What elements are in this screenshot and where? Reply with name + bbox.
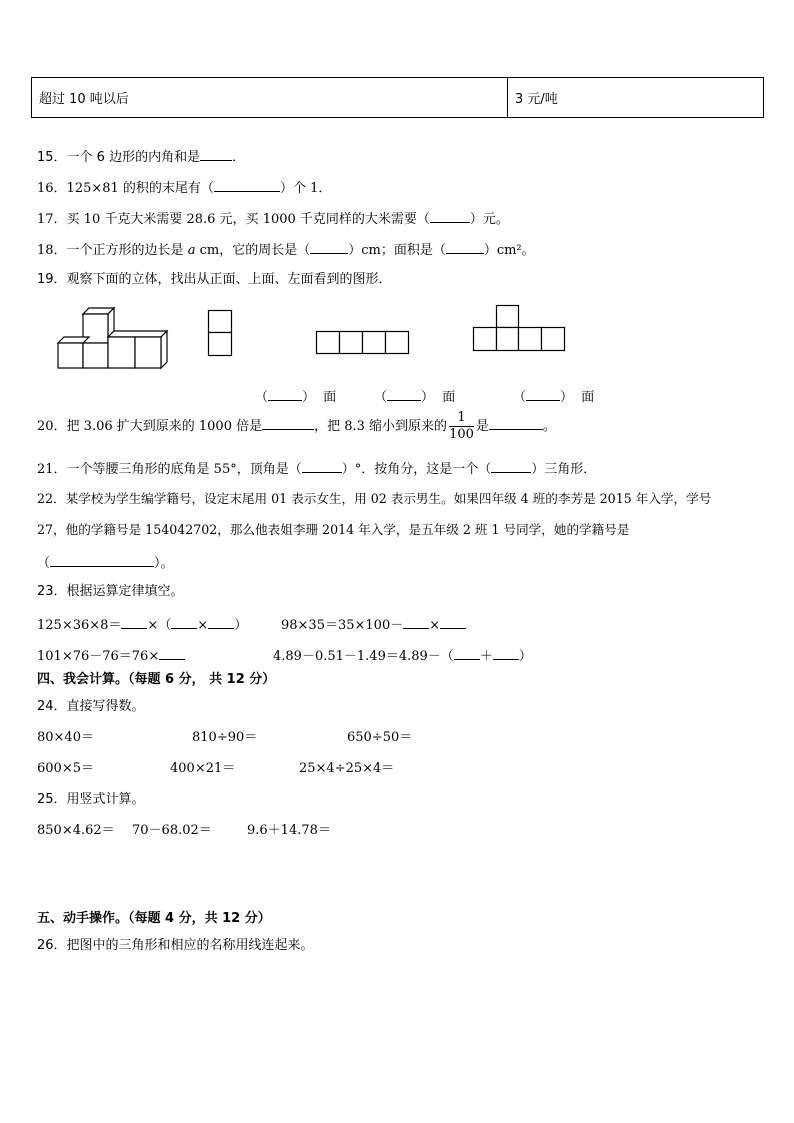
answer-blank[interactable] [200,146,232,161]
paren: （ [513,390,527,405]
calc-item: 25×4÷25×4＝ [299,761,395,776]
paren: ）。 [154,556,174,571]
answer-blank[interactable] [50,552,154,567]
question-22-line3 [37,552,174,573]
section-4-title: 四、我会计算。（每题 6 分， 共 12 分） [37,672,276,687]
answer-blank[interactable] [403,614,429,629]
price-table [31,77,764,118]
answer-blank[interactable] [387,386,421,401]
question-18 [37,239,535,260]
equation-4 [273,645,532,666]
calc-item: 650÷50＝ [347,730,413,745]
question-15 [37,146,245,167]
question-text: 16．125×81 的积的末尾有（ [37,181,214,196]
question-24: 24．直接写得数。 [37,699,145,714]
equation-text: 98×35＝35×100－ [281,618,404,633]
question-text: 是 [475,419,489,434]
numerator: 1 [449,410,474,427]
equation-2 [281,614,466,635]
question-text: ，它的周长是（ [219,243,311,258]
equation-text: × [197,618,209,633]
equation-text: ×（ [147,618,172,633]
question-text: ，把 8.3 缩小到原来的 [314,419,448,434]
answer-blank[interactable] [121,614,147,629]
view-word: 面 [581,390,595,405]
equation-1 [37,614,247,635]
paren: （ [374,390,388,405]
table-cell: 3 元/吨 [508,78,764,118]
calc-item: 70－68.02＝ [132,823,212,838]
answer-blank[interactable] [262,415,314,430]
paren: ） [302,390,316,405]
question-19 [37,271,392,289]
equation-text: × [429,618,441,633]
answer-blank[interactable] [159,645,185,660]
view-shape-vertical [208,310,232,356]
calc-item: 810÷90＝ [192,730,258,745]
answer-blank[interactable] [491,458,531,473]
question-text: ）°．按角分，这是一个（ [341,462,492,477]
answer-blank[interactable] [171,614,197,629]
equation-3 [37,645,185,666]
paren: （ [255,390,269,405]
question-text: 23．根据运算定律填空。 [37,584,184,599]
paren: （ [37,556,51,571]
question-text: 15．一个 6 边形的内角和是 [37,150,201,165]
question-text: ）三角形． [531,462,597,477]
question-text: ． [232,150,246,165]
question-text: ）cm²。 [483,243,535,258]
equation-text: 4.89－0.51－1.49＝4.89－（ [273,649,454,664]
question-26: 26．把图中的三角形和相应的名称用线连起来。 [37,938,314,953]
answer-blank[interactable] [208,614,234,629]
answer-blank[interactable] [302,458,342,473]
equation-text: 125×36×8＝ [37,618,122,633]
question-text: 17．买 10 千克大米需要 28.6 元，买 1000 千克同样的大米需要（ [37,212,430,227]
calc-item: 600×5＝ [37,761,94,776]
calc-item: 9.6＋14.78＝ [247,823,331,838]
denominator: 100 [449,427,474,442]
answer-blank[interactable] [446,239,484,254]
view-label-1 [255,386,336,407]
question-25: 25．用竖式计算。 [37,792,145,807]
section-5-title: 五、动手操作。（每题 4 分，共 12 分） [37,911,271,926]
variable-a: a [187,243,196,258]
equation-text: ＋ [479,649,493,664]
fraction [449,410,474,443]
calc-item: 80×40＝ [37,730,94,745]
question-22-line1: 22．某学校为学生编学籍号，设定末尾用 01 表示女生，用 02 表示男生。如果四年级 4 班的李芳是 2015 年入学，学号 [37,491,712,506]
view-shape-t [473,305,565,351]
solid-figure [56,308,168,370]
question-17 [37,208,509,229]
equation-text: ） [234,618,248,633]
question-22-line2: 27，他的学籍号是 154042702，那么他表姐李珊 2014 年入学，是五年级 2 班 1 号同学，她的学籍号是 [37,522,630,537]
view-word: 面 [323,390,337,405]
view-word: 面 [442,390,456,405]
answer-blank[interactable] [489,415,543,430]
table-cell: 超过 10 吨以后 [32,78,508,118]
view-label-2 [374,386,455,407]
question-text: 21．一个等腰三角形的底角是 55°，顶角是（ [37,462,302,477]
equation-text: ） [518,649,532,664]
question-text: ）cm；面积是（ [348,243,446,258]
question-16 [37,177,331,198]
answer-blank[interactable] [310,239,348,254]
question-text: ）元。 [469,212,509,227]
equation-text: 101×76－76＝76× [37,649,160,664]
paren: ） [421,390,435,405]
question-21 [37,458,596,479]
answer-blank[interactable] [526,386,560,401]
answer-blank[interactable] [440,614,466,629]
question-text: ）个 1． [279,181,332,196]
question-text: 19．观察下面的立体，找出从正面、上面、左面看到的图形． [37,272,392,287]
calc-item: 400×21＝ [170,761,236,776]
question-text: 20．把 3.06 扩大到原来的 1000 倍是 [37,419,263,434]
answer-blank[interactable] [493,645,519,660]
paren: ） [560,390,574,405]
question-20 [37,410,556,444]
table-row [32,78,764,118]
answer-blank[interactable] [454,645,480,660]
view-label-3 [513,386,594,407]
answer-blank[interactable] [214,177,280,192]
unit-cm: cm [199,243,220,258]
question-text: 18．一个正方形的边长是 [37,243,184,258]
view-shape-row [316,331,409,355]
calc-item: 850×4.62＝ [37,823,115,838]
question-23 [37,583,184,601]
answer-blank[interactable] [430,208,470,223]
answer-blank[interactable] [268,386,302,401]
question-text: 。 [542,419,556,434]
